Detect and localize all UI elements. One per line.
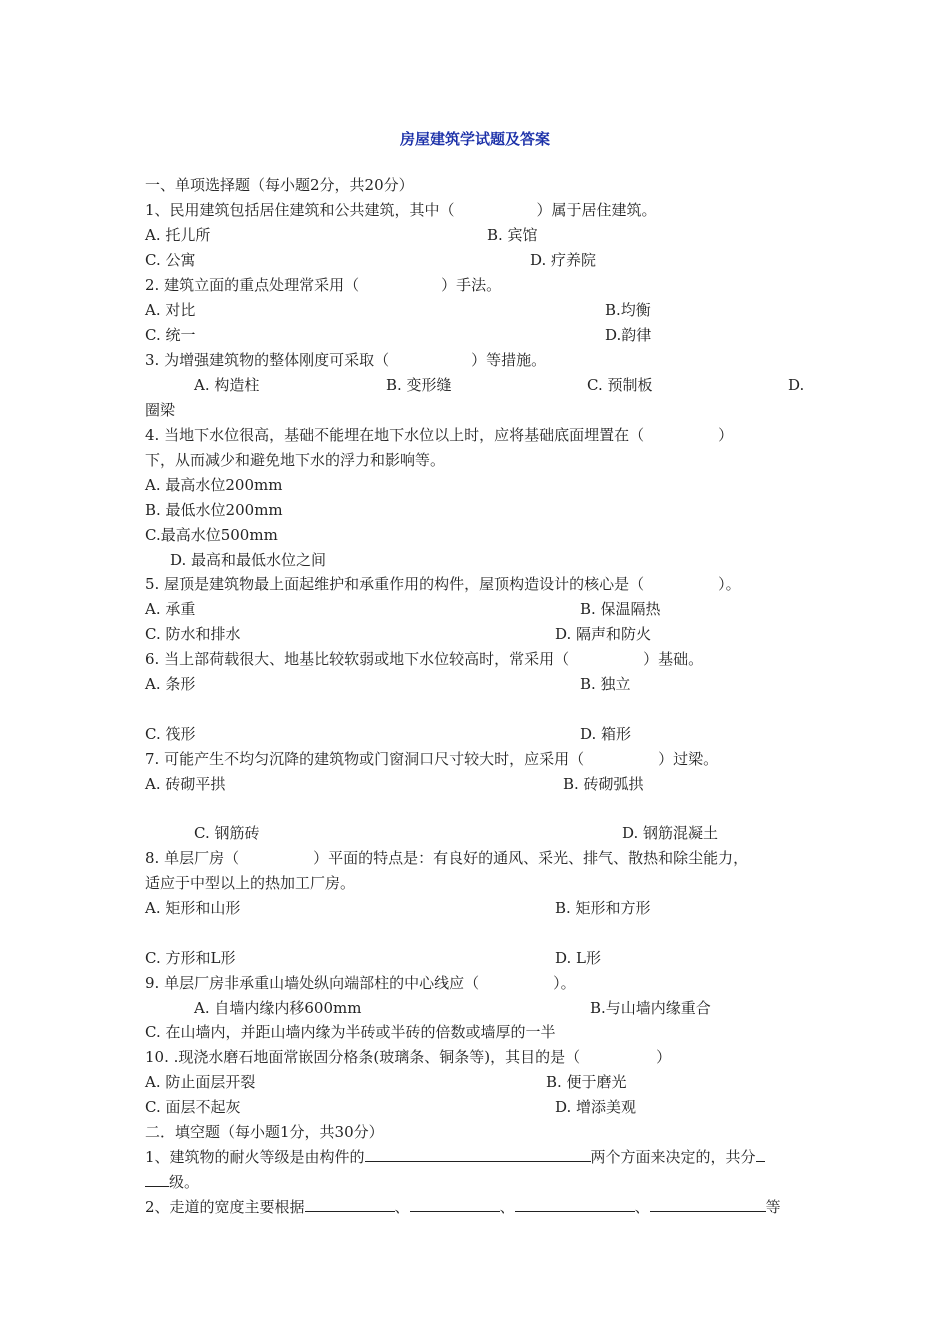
fill-2-sep-2: 、 bbox=[499, 1198, 515, 1216]
q7-option-a: A. 砖砌平拱 bbox=[145, 775, 226, 793]
fill-1-text-b: 两个方面来决定的，共分 bbox=[590, 1148, 756, 1166]
fill-1-line2 bbox=[145, 1172, 199, 1192]
q1-stem bbox=[145, 200, 657, 220]
q9-stem-a: 9. 单层厂房非承重山墙处纵向端部柱的中心线应（ bbox=[145, 974, 480, 992]
q10-option-b: B. 便于磨光 bbox=[546, 1073, 627, 1091]
q5-option-c: C. 防水和排水 bbox=[145, 625, 241, 643]
q9-stem bbox=[145, 973, 576, 993]
q5-option-b: B. 保温隔热 bbox=[580, 600, 661, 618]
fill-2-sep-3: 、 bbox=[634, 1198, 650, 1216]
q3-option-a: A. 构造柱 bbox=[194, 376, 260, 394]
q3-stem-a: 3. 为增强建筑物的整体刚度可采取（ bbox=[145, 351, 390, 369]
q5-stem-b: ）。 bbox=[718, 575, 741, 593]
q5-stem bbox=[145, 574, 741, 594]
q3-option-c: C. 预制板 bbox=[587, 376, 653, 394]
q10-option-c: C. 面层不起灰 bbox=[145, 1098, 241, 1116]
fill-1-blank-c[interactable] bbox=[145, 1172, 169, 1187]
section2-heading: 二．填空题（每小题1分，共30分） bbox=[145, 1123, 384, 1141]
q5-stem-a: 5. 屋顶是建筑物最上面起维护和承重作用的构件，屋顶构造设计的核心是（ bbox=[145, 575, 645, 593]
q2-stem-a: 2. 建筑立面的重点处理常采用（ bbox=[145, 276, 360, 294]
fill-2-blank-4[interactable] bbox=[650, 1197, 766, 1212]
q5-option-d: D. 隔声和防火 bbox=[555, 625, 652, 643]
fill-2-text-a: 2、走道的宽度主要根据 bbox=[145, 1198, 305, 1216]
q4-stem-b: ） bbox=[718, 426, 734, 444]
q6-stem-b: ）基础。 bbox=[643, 650, 704, 668]
q4-option-c: C.最高水位500mm bbox=[145, 526, 278, 544]
q10-option-d: D. 增添美观 bbox=[555, 1098, 637, 1116]
q6-stem bbox=[145, 649, 703, 669]
q7-stem-a: 7. 可能产生不均匀沉降的建筑物或门窗洞口尺寸较大时，应采用（ bbox=[145, 750, 585, 768]
q9-option-a: A. 自墙内缘内移600mm bbox=[194, 999, 362, 1017]
q6-option-d: D. 箱形 bbox=[580, 725, 632, 743]
q10-stem-b: ） bbox=[656, 1048, 672, 1066]
q8-stem bbox=[145, 848, 748, 868]
q10-option-a: A. 防止面层开裂 bbox=[145, 1073, 256, 1091]
page-title: 房屋建筑学试题及答案 bbox=[399, 130, 550, 148]
q9-option-c: C. 在山墙内，并距山墙内缘为半砖或半砖的倍数或墙厚的一半 bbox=[145, 1023, 556, 1041]
fill-1-text-c: 级。 bbox=[169, 1173, 200, 1191]
q1-option-b: B. 宾馆 bbox=[487, 226, 538, 244]
q10-stem bbox=[145, 1047, 671, 1067]
q3-stem-b: ）等措施。 bbox=[471, 351, 547, 369]
q8-option-b: B. 矩形和方形 bbox=[555, 899, 651, 917]
q1-option-d: D. 疗养院 bbox=[530, 251, 597, 269]
q1-option-a: A. 托儿所 bbox=[145, 226, 211, 244]
fill-2-blank-3[interactable] bbox=[515, 1197, 635, 1212]
q9-option-b: B.与山墙内缘重合 bbox=[590, 999, 711, 1017]
q8-option-a: A. 矩形和山形 bbox=[145, 899, 241, 917]
q7-stem bbox=[145, 749, 718, 769]
fill-2-text-b: 等 bbox=[765, 1198, 781, 1216]
q1-stem-a: 1、民用建筑包括居住建筑和公共建筑，其中（ bbox=[145, 201, 455, 219]
q6-option-c: C. 筏形 bbox=[145, 725, 196, 743]
fill-1-blank-b[interactable] bbox=[756, 1147, 765, 1162]
q2-stem-b: ）手法。 bbox=[441, 276, 502, 294]
q4-option-b: B. 最低水位200mm bbox=[145, 501, 283, 519]
q3-stem bbox=[145, 350, 546, 370]
q8-stem-b: ）平面的特点是：有良好的通风、采光、排气、散热和除尘能力， bbox=[313, 849, 749, 867]
fill-1-line1 bbox=[145, 1147, 765, 1167]
q6-option-a: A. 条形 bbox=[145, 675, 196, 693]
q10-stem-a: 10. .现浇水磨石地面常嵌固分格条(玻璃条、铜条等)，其目的是（ bbox=[145, 1048, 581, 1066]
q4-stem-cont: 下，从而减少和避免地下水的浮力和影响等。 bbox=[145, 451, 446, 469]
q4-stem bbox=[145, 425, 733, 445]
fill-2-sep-1: 、 bbox=[394, 1198, 410, 1216]
q3-option-d-text: 圈梁 bbox=[145, 401, 176, 419]
q8-option-c: C. 方形和L形 bbox=[145, 949, 236, 967]
q2-option-d: D.韵律 bbox=[605, 326, 652, 344]
q5-option-a: A. 承重 bbox=[145, 600, 196, 618]
q3-option-b: B. 变形缝 bbox=[386, 376, 452, 394]
q2-stem bbox=[145, 275, 501, 295]
q8-option-d: D. L形 bbox=[555, 949, 601, 967]
q1-stem-b: ）属于居住建筑。 bbox=[536, 201, 657, 219]
fill-2-line1 bbox=[145, 1197, 781, 1217]
q1-option-c: C. 公寓 bbox=[145, 251, 196, 269]
q6-option-b: B. 独立 bbox=[580, 675, 631, 693]
q4-stem-a: 4. 当地下水位很高，基础不能埋在地下水位以上时，应将基础底面埋置在（ bbox=[145, 426, 645, 444]
q8-stem-a: 8. 单层厂房（ bbox=[145, 849, 240, 867]
q6-stem-a: 6. 当上部荷载很大、地基比较软弱或地下水位较高时，常采用（ bbox=[145, 650, 570, 668]
q2-option-a: A. 对比 bbox=[145, 301, 196, 319]
section1-heading: 一、单项选择题（每小题2分，共20分） bbox=[145, 176, 414, 194]
q3-option-d-label: D. bbox=[788, 376, 805, 394]
q7-option-c: C. 钢筋砖 bbox=[194, 824, 260, 842]
q4-option-a: A. 最高水位200mm bbox=[145, 476, 283, 494]
fill-2-blank-2[interactable] bbox=[410, 1197, 500, 1212]
q8-stem-cont: 适应于中型以上的热加工厂房。 bbox=[145, 874, 356, 892]
fill-2-blank-1[interactable] bbox=[305, 1197, 395, 1212]
q7-option-d: D. 钢筋混凝土 bbox=[622, 824, 719, 842]
fill-1-text-a: 1、建筑物的耐火等级是由构件的 bbox=[145, 1148, 365, 1166]
q7-option-b: B. 砖砌弧拱 bbox=[563, 775, 644, 793]
fill-1-blank-a[interactable] bbox=[365, 1147, 591, 1162]
q7-stem-b: ）过梁。 bbox=[658, 750, 719, 768]
q4-option-d: D. 最高和最低水位之间 bbox=[170, 551, 327, 569]
q9-stem-b: ）。 bbox=[553, 974, 576, 992]
q2-option-c: C. 统一 bbox=[145, 326, 196, 344]
q2-option-b: B.均衡 bbox=[605, 301, 651, 319]
